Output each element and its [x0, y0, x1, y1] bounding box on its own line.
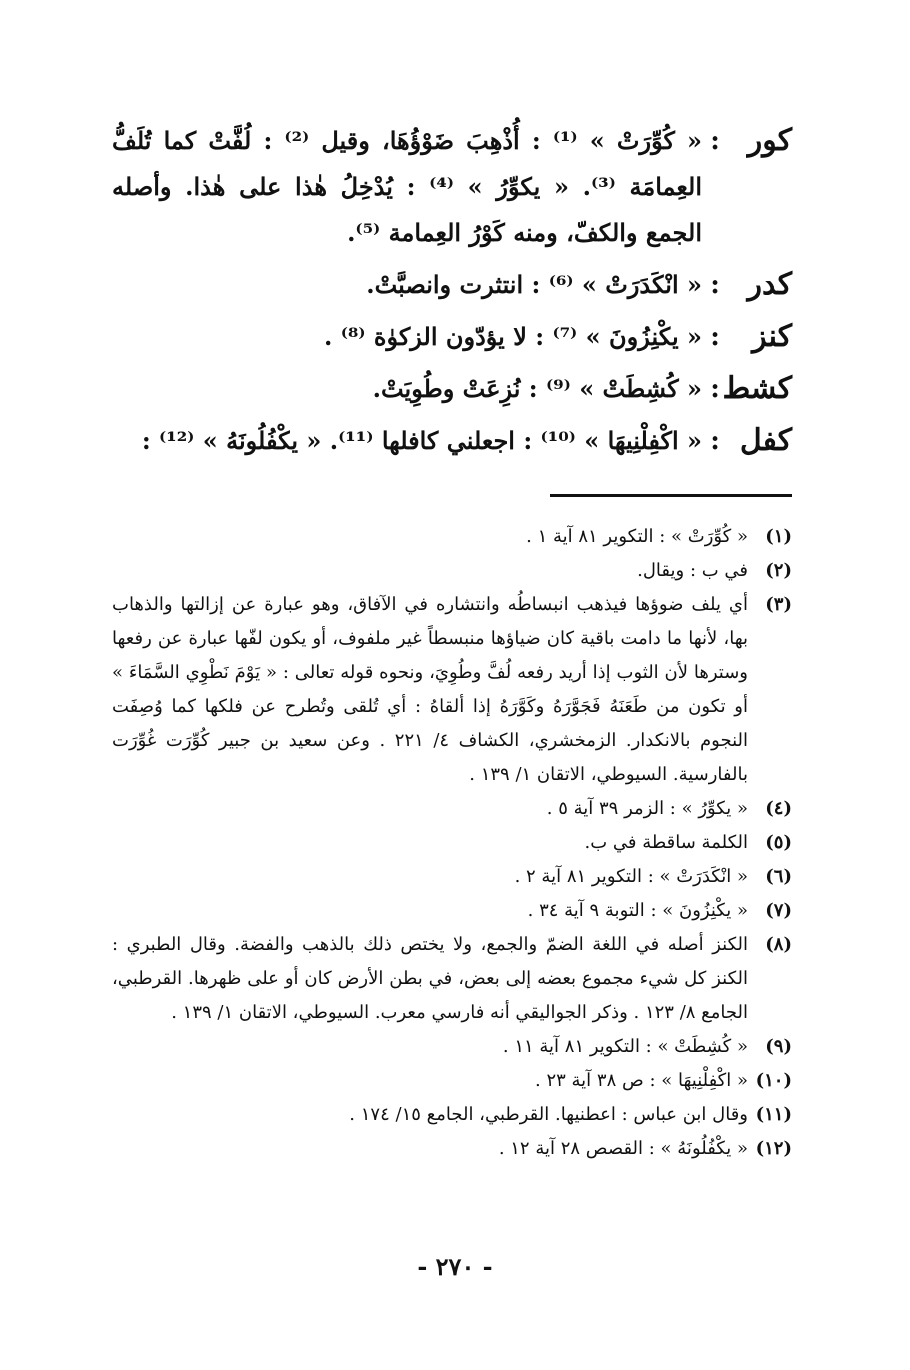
entry-colon: : [710, 126, 720, 156]
entry-definition: « يكْنِزُونَ » ⁽⁷⁾ : لا يؤدّون الزكوٰة ⁽⁸⁾ . [324, 322, 702, 351]
footnote [112, 1098, 792, 1132]
footnote-number: (٤) [765, 798, 792, 819]
footnote [112, 1030, 792, 1064]
footnote-number: (١٠) [755, 1070, 792, 1091]
glossary-entry [112, 366, 792, 412]
footnote-text: الكنز أصله في اللغة الضمّ والجمع، ولا يختص ذلك بالذهب والفضة. وقال الطبري : الكنز كل شيء مجموع بعضه إلى بعض، في بطن الأرض كان أو على ظهرها. القرطبي، الجامع ٨/ ١٢٣ . وذكر الجواليقي أنه فارسي معرب. السيوطي، الاتقان ١/ ١٣٩ . [112, 934, 748, 1023]
entry-term: كفل [739, 423, 792, 458]
footnote-text: « انْكَدَرَتْ » : التكوير ٨١ آية ٢ . [514, 866, 748, 887]
glossary-entry [112, 118, 792, 256]
footnote-text: وقال ابن عباس : اعطنيها. القرطبي، الجامع ١٥/ ١٧٤ . [349, 1104, 748, 1125]
footnote [112, 928, 792, 1030]
footnote [112, 894, 792, 928]
page-number: - ٢٧٠ - [417, 1252, 493, 1281]
footnote-text: « يكْنِزُونَ » : التوبة ٩ آية ٣٤ . [527, 900, 748, 921]
footnotes [112, 520, 792, 1166]
footnote-text: « يكْفُلُونَهُ » : القصص ٢٨ آية ١٢ . [498, 1138, 748, 1159]
entry-term: كور [747, 123, 792, 158]
footnote-number: (٦) [765, 866, 792, 887]
entry-colon: : [710, 270, 720, 300]
entry-definition: « كُشِطَتْ » ⁽⁹⁾ : نُزِعَتْ وطُوِيَتْ. [372, 374, 702, 403]
footnote-number: (٢) [765, 560, 792, 581]
glossary-entries [112, 118, 792, 470]
entry-term: كنز [752, 319, 792, 354]
footnote-text: « اكْفِلْنِيهَا » : ص ٣٨ آية ٢٣ . [535, 1070, 748, 1091]
footnote [112, 792, 792, 826]
glossary-entry [112, 262, 792, 308]
footnote-text: « يكوِّرُ » : الزمر ٣٩ آية ٥ . [546, 798, 748, 819]
entry-colon: : [710, 426, 720, 456]
footnote [112, 1132, 792, 1166]
footnote-separator [550, 494, 792, 497]
glossary-entry [112, 418, 792, 464]
footnote [112, 860, 792, 894]
entry-colon: : [710, 322, 720, 352]
entry-definition: « انْكَدَرَتْ » ⁽⁶⁾ : انتثرت وانصبَّتْ. [366, 270, 702, 299]
footnote [112, 588, 792, 792]
footnote-number: (١) [765, 526, 792, 547]
footnote [112, 826, 792, 860]
footnote [112, 1064, 792, 1098]
entry-definition: « اكْفِلْنِيهَا » ⁽¹⁰⁾ : اجعلني كافلها ⁽¹¹⁾. « يكْفُلُونَهُ » ⁽¹²⁾ : [141, 426, 702, 455]
footnote [112, 554, 792, 588]
glossary-entry [112, 314, 792, 360]
footnote-number: (١١) [755, 1104, 792, 1125]
footnote [112, 520, 792, 554]
entry-colon: : [710, 374, 720, 404]
footnote-number: (٨) [765, 934, 792, 955]
footnote-text: « كُشِطَتْ » : التكوير ٨١ آية ١١ . [502, 1036, 748, 1057]
footnote-number: (٩) [765, 1036, 792, 1057]
footnote-text: « كُوِّرَتْ » : التكوير ٨١ آية ١ . [526, 526, 748, 547]
entry-term: كشط [722, 371, 792, 406]
footnote-number: (٥) [765, 832, 792, 853]
footnote-text: في ب : ويقال. [637, 560, 748, 581]
footnote-number: (٣) [765, 594, 792, 615]
footnote-text: الكلمة ساقطة في ب. [584, 832, 748, 853]
footnote-number: (٧) [765, 900, 792, 921]
footnote-number: (١٢) [755, 1138, 792, 1159]
entry-term: كدر [747, 267, 792, 302]
footnote-text: أي يلف ضوؤها فيذهب انبساطُه وانتشاره في الآفاق، وهو عبارة عن إزالتها والذهاب بها، لأنها ما دامت باقية كان ضياؤها منبسطاً غير ملفوف، أو يكون لفّها عبارة عن رفعها وسترها لأن الثوب إذا أريد رفعه لُفَّ وطُوِيَ، ونحوه قوله تعالى : « يَوْمَ نَطْوِي السَّمَاءَ » أو تكون من طَعَنَهُ فَجَوَّرَهُ وكَوَّرَهُ إذا ألقاهُ : أي تُلقى وتُطرح عن فلكها كما وُصِفَت النجوم بالانكدار. الزمخشري، الكشاف ٤/ ٢٢١ . وعن سعيد بن جبير كُوِّرَت غُوِّرَت بالفارسية. السيوطي، الاتقان ١/ ١٣٩ . [112, 594, 748, 785]
entry-definition: « كُوِّرَتْ » ⁽¹⁾ : أُذْهِبَ ضَوْؤُهَا، وقيل ⁽²⁾ : لُفَّتْ كما تُلَفُّ العِمامَة ⁽³⁾. « يكوِّرُ » ⁽⁴⁾ : يُدْخِلُ هٰذا على هٰذا. وأصله الجمع والكفّ، ومنه كَوْرُ العِمامة ⁽⁵⁾. [112, 126, 703, 247]
